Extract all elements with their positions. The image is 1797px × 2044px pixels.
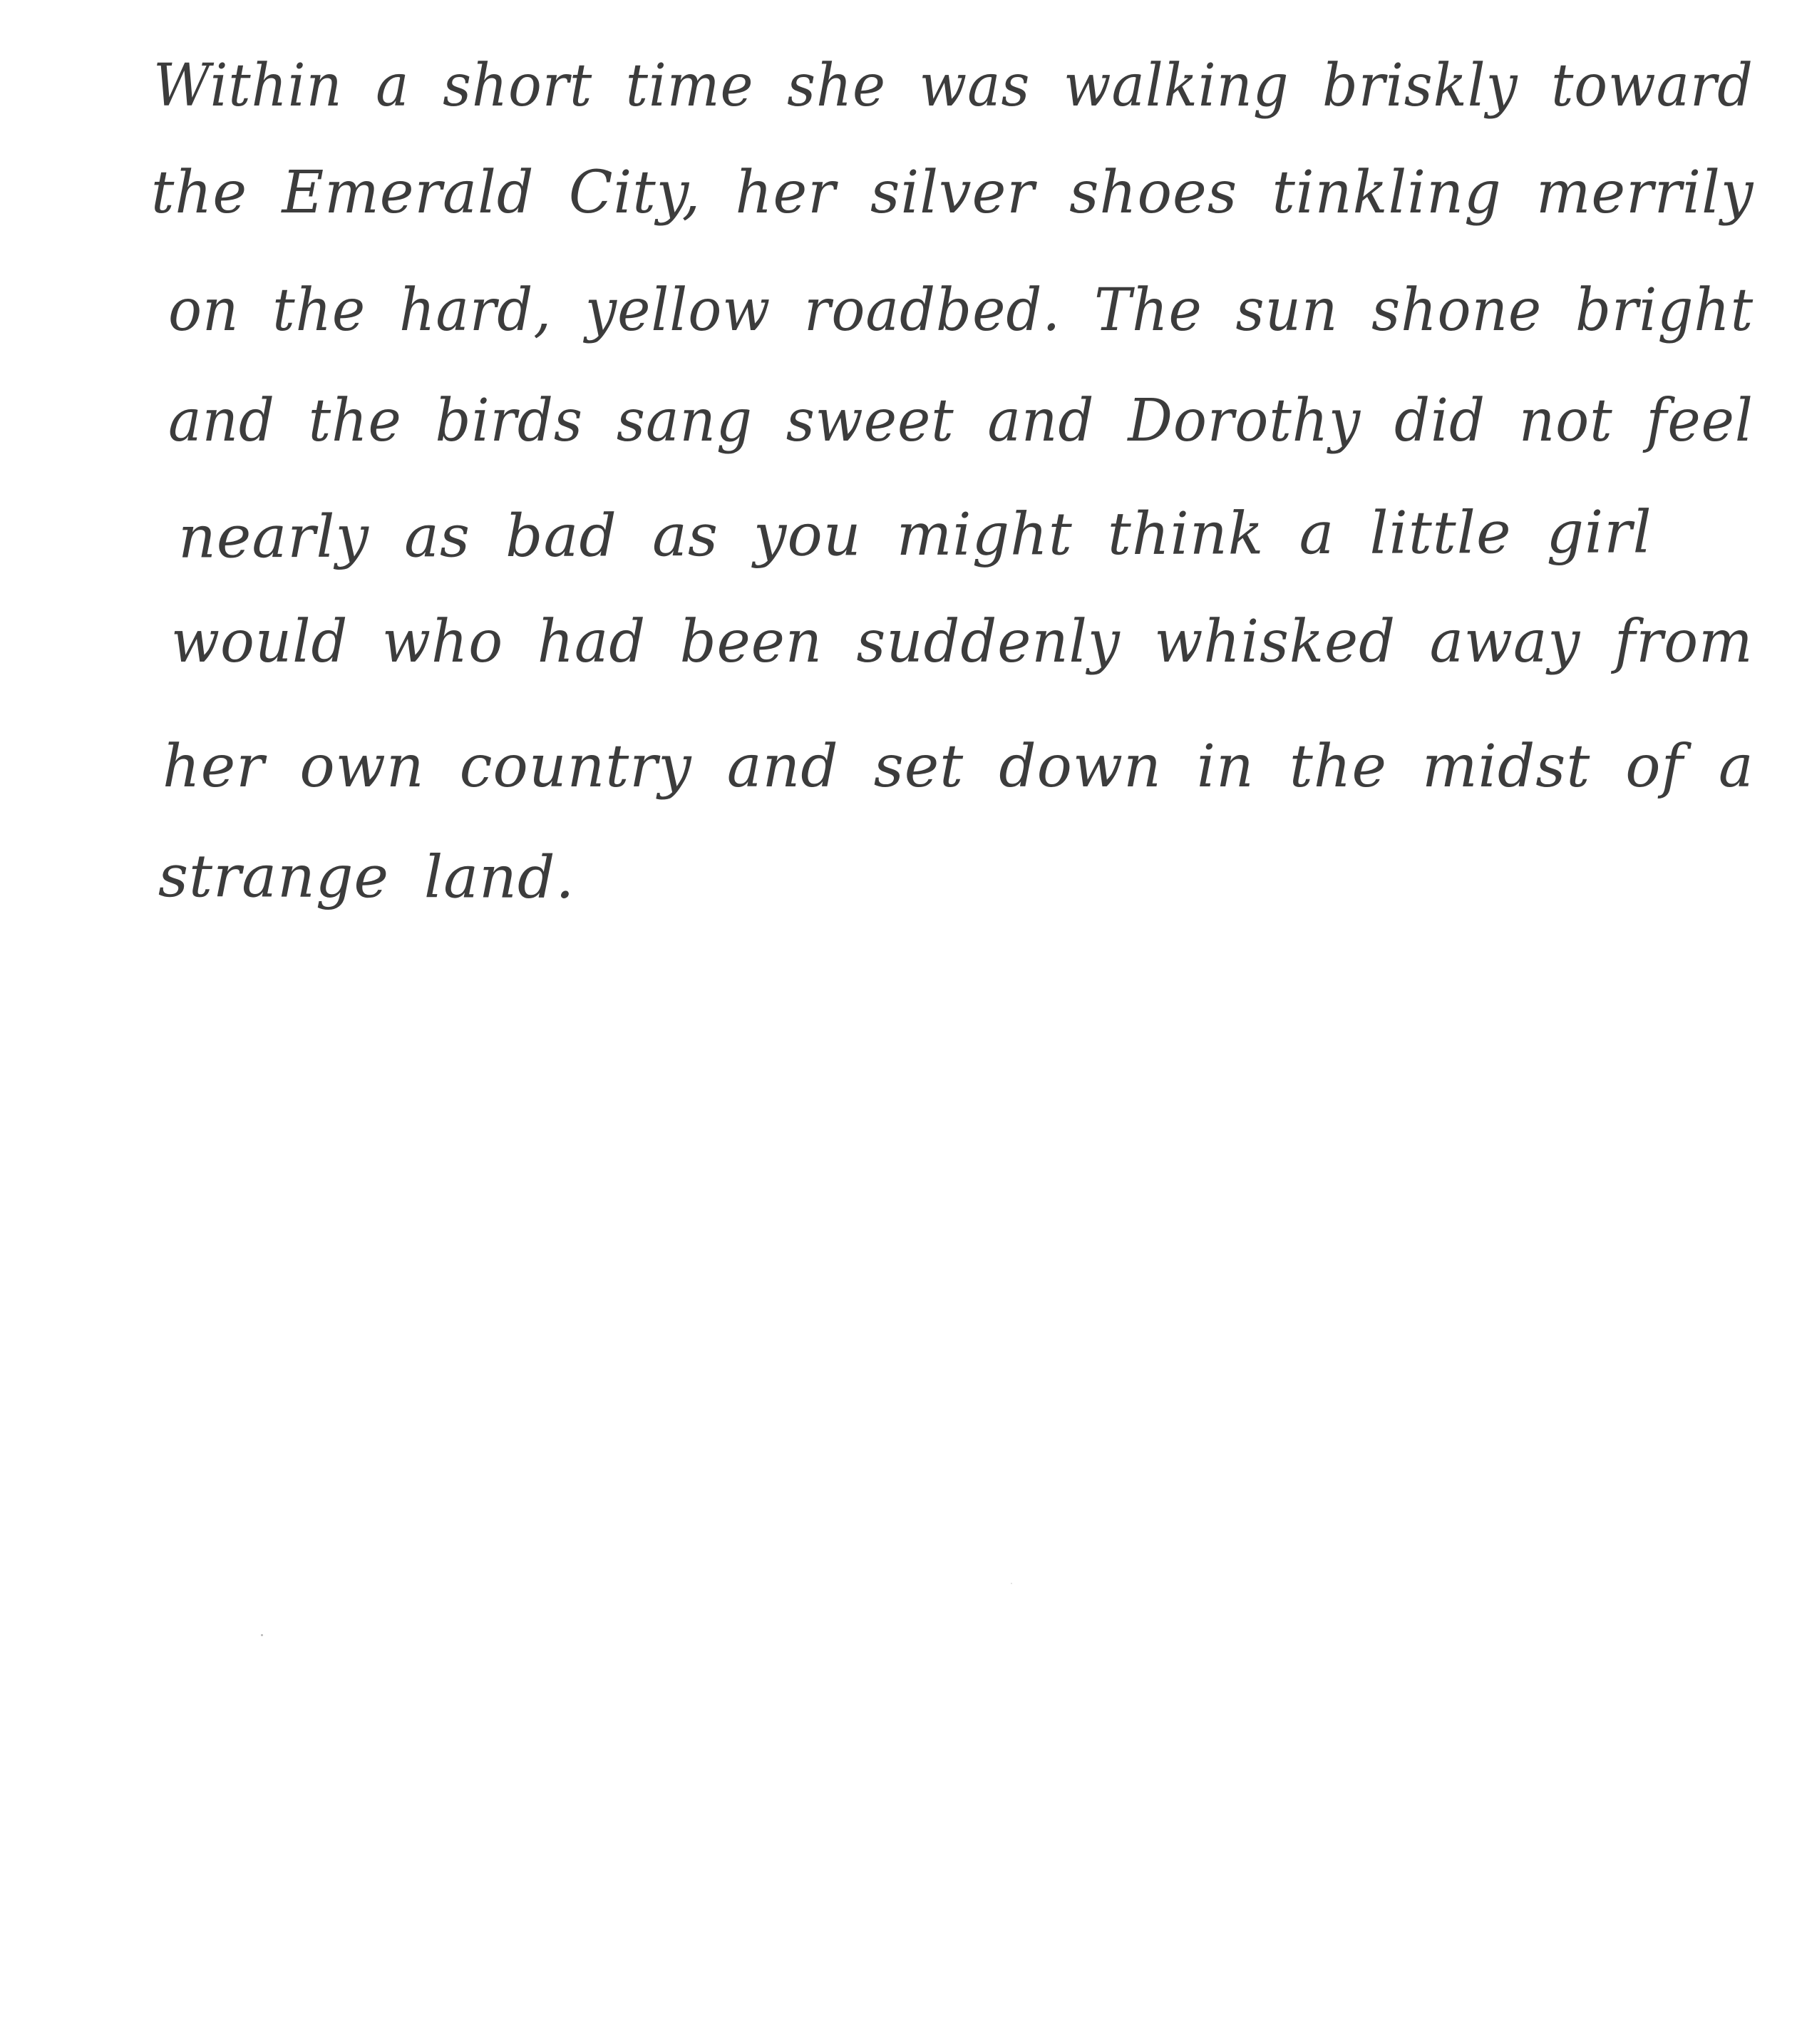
text-line-8: strange land. [158,842,575,913]
text-line-6: would who had been suddenly whisked away from [171,608,1754,676]
text-line-3: on the hard, yellow roadbed. The sun shone bright [168,277,1754,344]
handwritten-text-block [0,0,1797,998]
text-line-2: the Emerald City, her silver shoes tinkling merrily [151,159,1754,227]
paper-speck [261,1634,263,1636]
text-line-1: Within a short time she was walking briskly toward [153,52,1754,120]
text-line-5: nearly as bad as you might think a little girl [177,498,1652,572]
text-line-4: and the birds sang sweet and Dorothy did not feel [168,387,1754,455]
text-line-7: her own country and set down in the midst of a [163,733,1754,801]
paper-speck [1011,1583,1012,1584]
